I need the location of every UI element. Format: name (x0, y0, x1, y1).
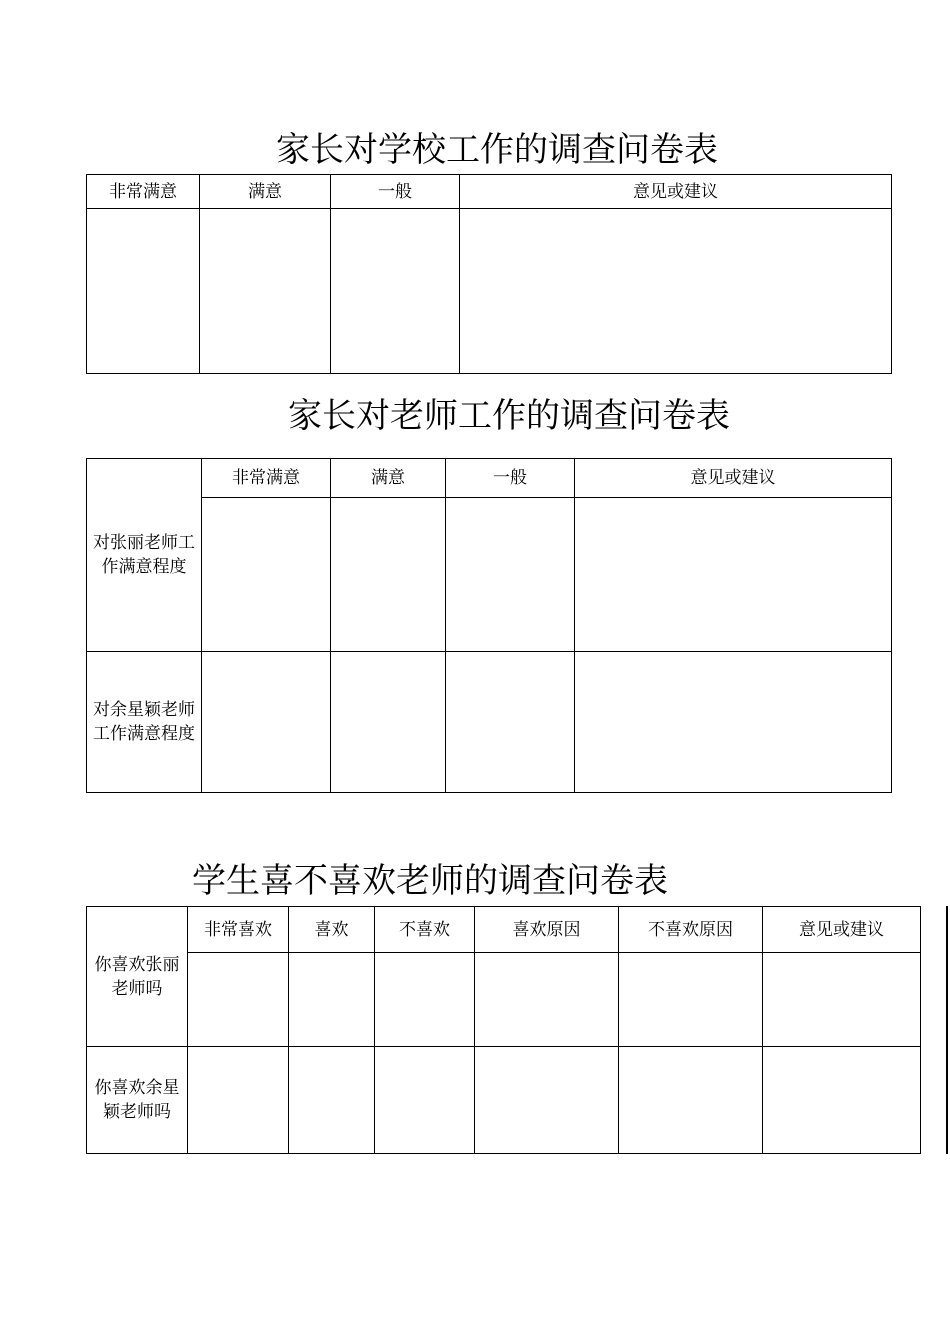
answer-cell[interactable] (202, 498, 331, 652)
school-survey-title: 家长对学校工作的调查问卷表 (276, 130, 718, 170)
suggestion-cell[interactable] (763, 1047, 921, 1154)
header-dislike: 不喜欢 (375, 907, 475, 953)
school-survey-table (86, 174, 892, 374)
table-header-row (87, 459, 892, 498)
header-like: 喜欢 (289, 907, 375, 953)
header-suggestions: 意见或建议 (575, 459, 892, 498)
table-row (87, 1047, 921, 1154)
teacher-survey-table (86, 458, 892, 793)
suggestion-cell[interactable] (575, 498, 892, 652)
answer-cell[interactable] (475, 1047, 619, 1154)
suggestion-cell[interactable] (763, 953, 921, 1047)
answer-cell[interactable] (475, 953, 619, 1047)
table-header-row (87, 175, 892, 209)
suggestion-cell[interactable] (460, 209, 892, 374)
row-label-student-1: 你喜欢张丽老师吗 (87, 907, 188, 1047)
answer-cell[interactable] (375, 1047, 475, 1154)
suggestion-cell[interactable] (575, 652, 892, 793)
table-header-row (87, 907, 921, 953)
answer-cell[interactable] (375, 953, 475, 1047)
header-average: 一般 (331, 175, 460, 209)
row-label-student-2: 你喜欢余星颖老师吗 (87, 1047, 188, 1154)
answer-cell[interactable] (446, 498, 575, 652)
student-survey-table (86, 906, 921, 1154)
answer-cell[interactable] (87, 209, 200, 374)
table-row (87, 652, 892, 793)
teacher-survey-title: 家长对老师工作的调查问卷表 (288, 396, 730, 436)
answer-cell[interactable] (289, 1047, 375, 1154)
row-label-teacher-2: 对余星颖老师工作满意程度 (87, 652, 202, 793)
table-row (87, 498, 892, 652)
answer-cell[interactable] (446, 652, 575, 793)
answer-cell[interactable] (202, 652, 331, 793)
header-like-very-much: 非常喜欢 (188, 907, 289, 953)
header-suggestions: 意见或建议 (763, 907, 921, 953)
table-row (87, 209, 892, 374)
header-very-satisfied: 非常满意 (202, 459, 331, 498)
answer-cell[interactable] (619, 953, 763, 1047)
header-like-reason: 喜欢原因 (475, 907, 619, 953)
page-edge-line (946, 906, 948, 1154)
student-survey-title: 学生喜不喜欢老师的调查问卷表 (192, 861, 668, 901)
answer-cell[interactable] (331, 209, 460, 374)
header-satisfied: 满意 (331, 459, 446, 498)
answer-cell[interactable] (188, 953, 289, 1047)
answer-cell[interactable] (619, 1047, 763, 1154)
answer-cell[interactable] (331, 498, 446, 652)
header-very-satisfied: 非常满意 (87, 175, 200, 209)
answer-cell[interactable] (331, 652, 446, 793)
header-satisfied: 满意 (200, 175, 331, 209)
answer-cell[interactable] (188, 1047, 289, 1154)
header-average: 一般 (446, 459, 575, 498)
table-row (87, 953, 921, 1047)
header-suggestions: 意见或建议 (460, 175, 892, 209)
answer-cell[interactable] (289, 953, 375, 1047)
header-dislike-reason: 不喜欢原因 (619, 907, 763, 953)
row-label-teacher-1: 对张丽老师工作满意程度 (87, 459, 202, 652)
answer-cell[interactable] (200, 209, 331, 374)
